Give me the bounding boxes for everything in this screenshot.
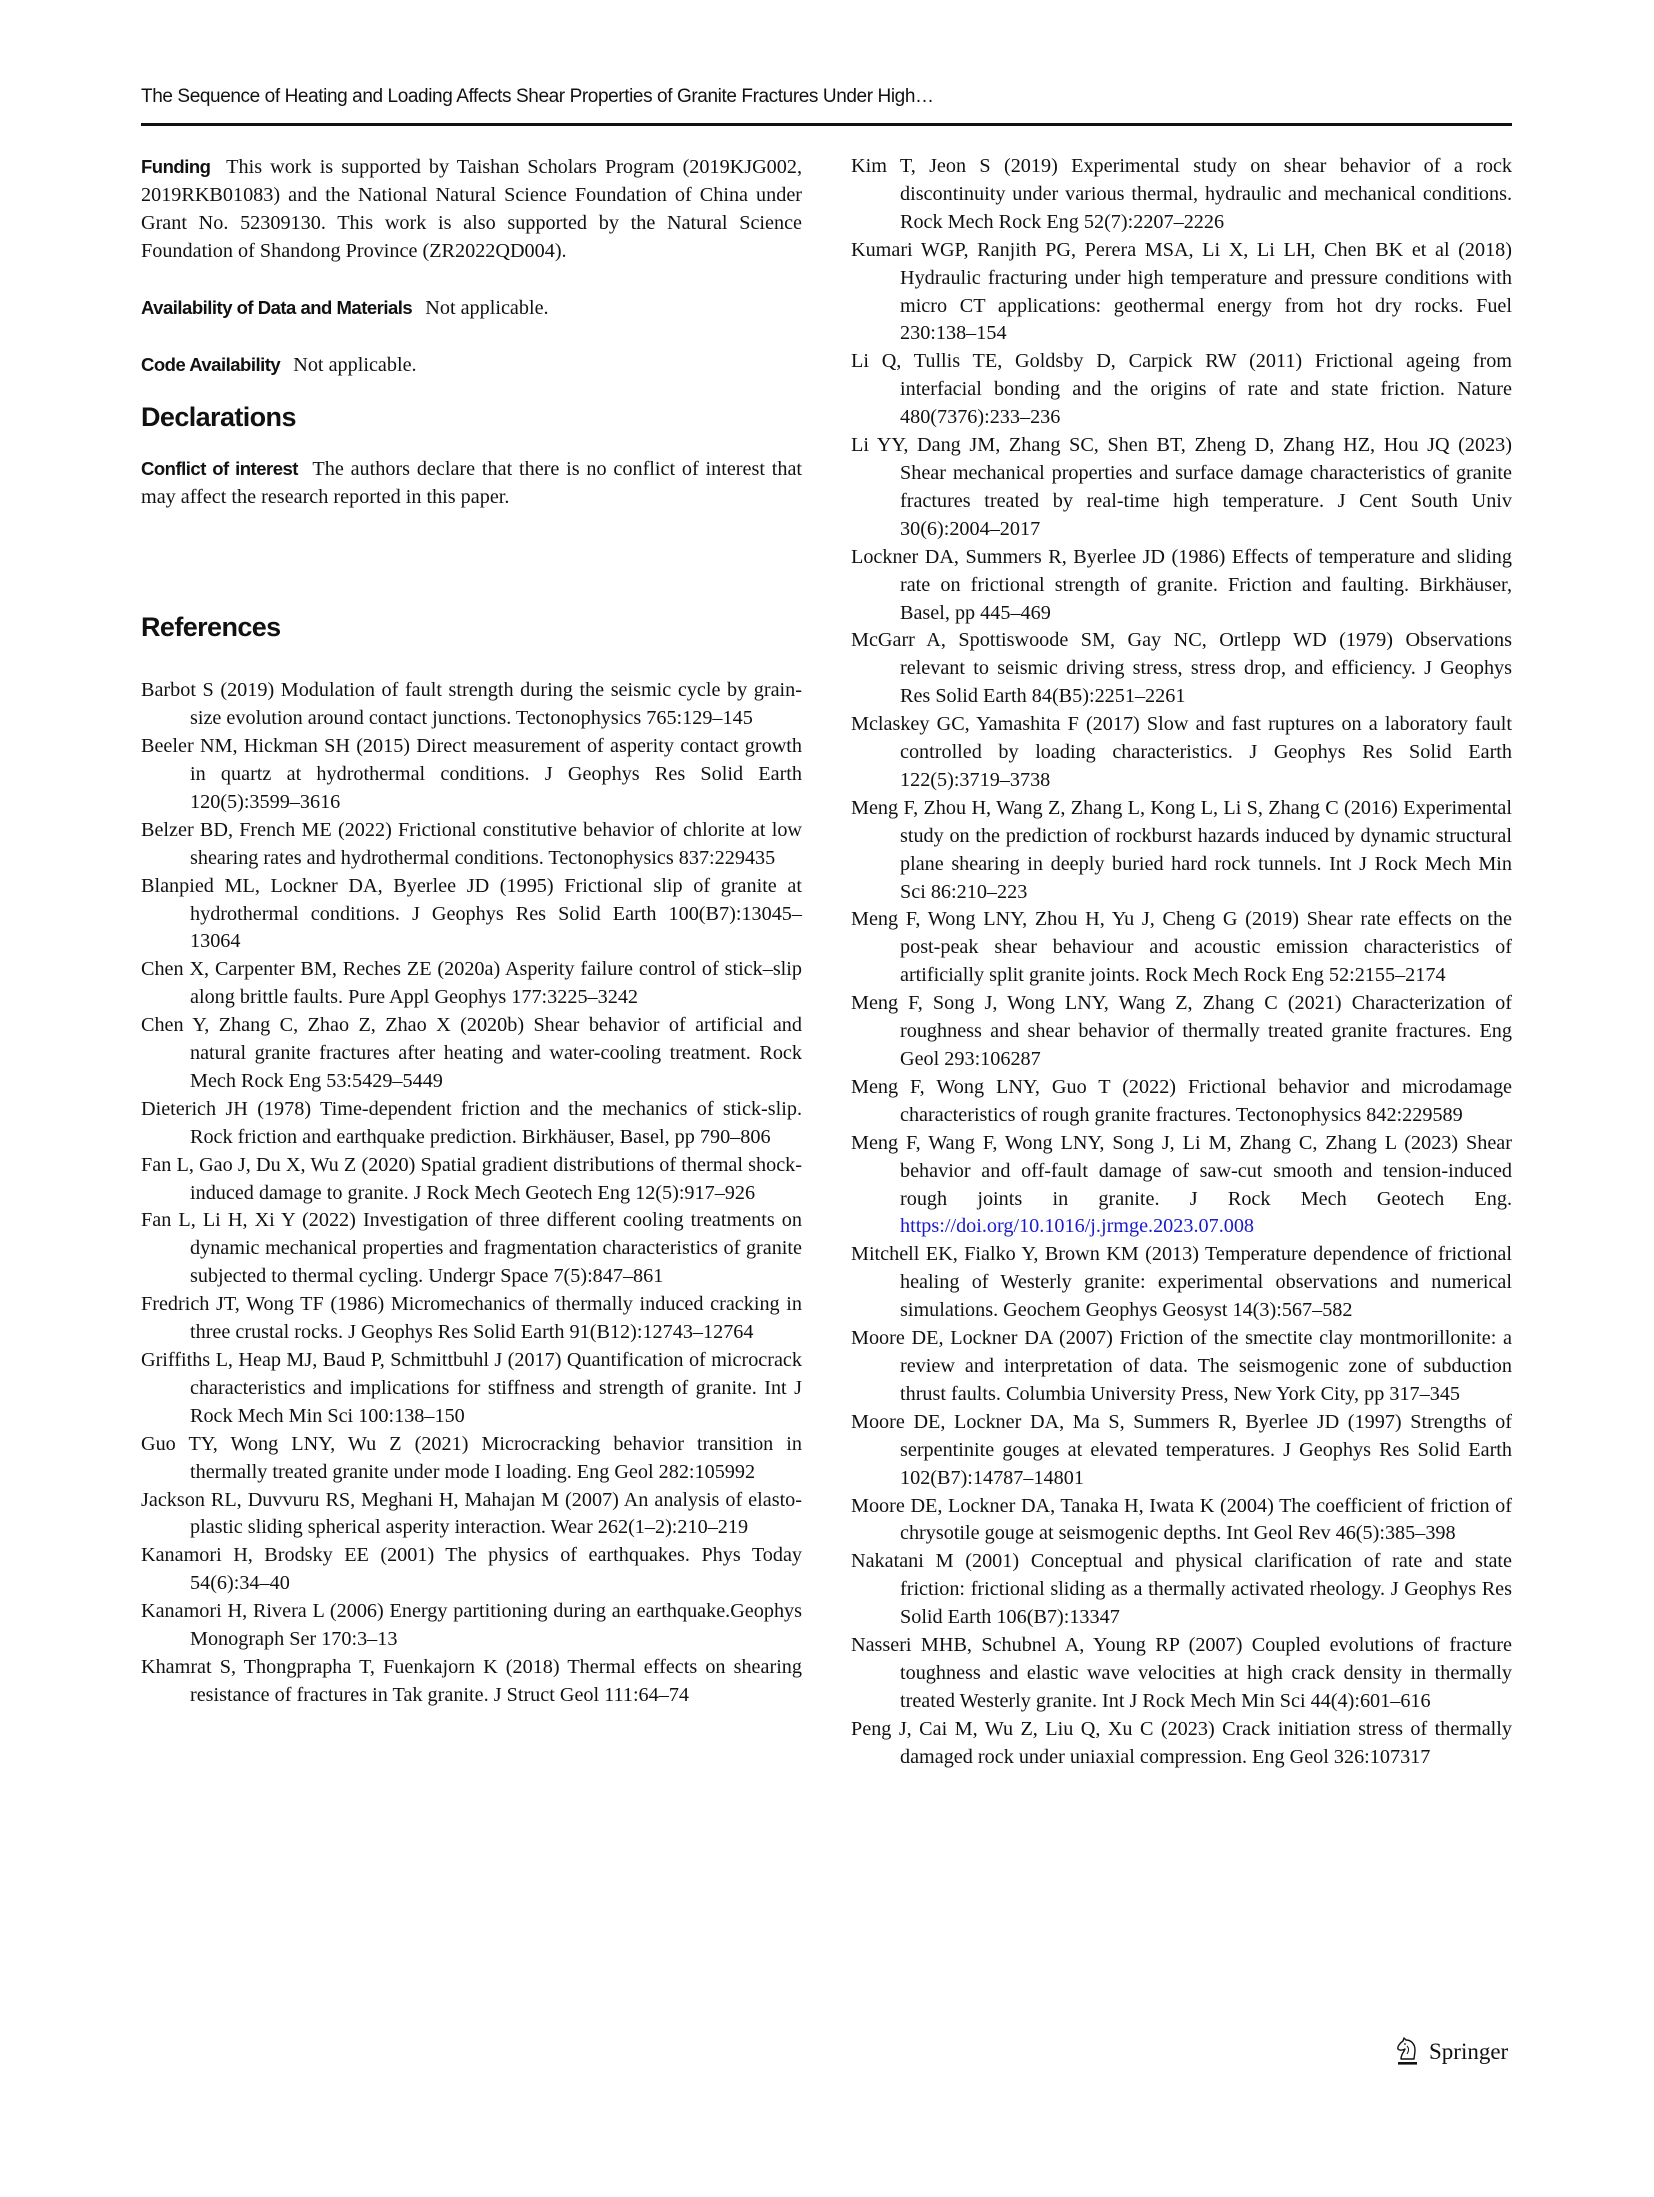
reference-item: Meng F, Wong LNY, Guo T (2022) Frictional behavior and microdamage characteristics of rough granite fractures. Tectonophysics 842:229589 bbox=[851, 1075, 1512, 1126]
reference-item: Mclaskey GC, Yamashita F (2017) Slow and fast ruptures on a laboratory fault controlled by loading characteristics. J Geophys Res Solid Earth 122(5):3719–3738 bbox=[851, 713, 1512, 791]
reference-item: Li Q, Tullis TE, Goldsby D, Carpick RW (2011) Frictional ageing from interfacial bonding and the origins of rate and state friction. Nature 480(7376):233–236 bbox=[851, 350, 1512, 429]
reference-item: Moore DE, Lockner DA (2007) Friction of the smectite clay montmorillonite: a review and interpretation of data. The seismogenic zone of subduction thrust faults. Columbia University Press, New York City, pp 317–345 bbox=[851, 1327, 1512, 1405]
doi-link[interactable]: https://doi.org/10.1016/j.jrmge.2023.07.008 bbox=[900, 1215, 1255, 1238]
funding-statement bbox=[141, 153, 802, 266]
references-heading: References bbox=[141, 612, 281, 643]
conflict-of-interest-text: The authors declare that there is no conflict of interest that may affect the research reported in this paper. bbox=[141, 458, 803, 509]
code-availability-label: Code Availability bbox=[141, 353, 281, 375]
reference-item: McGarr A, Spottiswoode SM, Gay NC, Ortlepp WD (1979) Observations relevant to seismic driving stress, stress drop, and efficiency. J Geophys Res Solid Earth 84(B5):2251–2261 bbox=[851, 629, 1512, 708]
reference-item: Barbot S (2019) Modulation of fault strength during the seismic cycle by grain-size evolution around contact junctions. Tectonophysics 765:129–145 bbox=[141, 679, 802, 730]
reference-list-left bbox=[141, 677, 802, 1710]
reference-item-with-doi bbox=[851, 1130, 1512, 1242]
code-availability-text: Not applicable. bbox=[293, 353, 417, 376]
reference-item: Meng F, Wong LNY, Zhou H, Yu J, Cheng G (2019) Shear rate effects on the post-peak shear behaviour and acoustic emission characteristics of artificially split granite joints. Rock Mech Rock Eng 52:2155–2174 bbox=[851, 908, 1512, 987]
reference-item: Fredrich JT, Wong TF (1986) Micromechanics of thermally induced cracking in three crustal rocks. J Geophys Res Solid Earth 91(B12):12743–12764 bbox=[141, 1293, 802, 1344]
funding-text: This work is supported by Taishan Scholars Program (2019KJG002, 2019RKB01083) and the National Natural Science Foundation of China under Grant No. 52309130. This work is also supported by the Natural Science Foundation of Shandong Province (ZR2022QD004). bbox=[141, 156, 803, 262]
reference-item: Fan L, Gao J, Du X, Wu Z (2020) Spatial gradient distributions of thermal shock-induced damage to granite. J Rock Mech Geotech Eng 12(5):917–926 bbox=[141, 1153, 802, 1204]
reference-item: Fan L, Li H, Xi Y (2022) Investigation of three different cooling treatments on dynamic mechanical properties and fragmentation characteristics of granite subjected to thermal cycling. Undergr Space 7(5):847–861 bbox=[141, 1209, 802, 1288]
reference-item: Blanpied ML, Lockner DA, Byerlee JD (1995) Frictional slip of granite at hydrothermal conditions. J Geophys Res Solid Earth 100(B7):13045–13064 bbox=[141, 874, 802, 953]
reference-item: Lockner DA, Summers R, Byerlee JD (1986) Effects of temperature and sliding rate on frictional strength of granite. Friction and faulting. Birkhäuser, Basel, pp 445–469 bbox=[851, 545, 1512, 624]
reference-item: Kumari WGP, Ranjith PG, Perera MSA, Li X, Li LH, Chen BK et al (2018) Hydraulic fracturing under high temperature and pressure conditions with micro CT applications: geothermal energy from hot dry rocks. Fuel 230:138–154 bbox=[851, 238, 1512, 345]
conflict-of-interest-statement bbox=[141, 455, 802, 512]
conflict-of-interest-label: Conflict of interest bbox=[141, 458, 298, 480]
code-availability-statement bbox=[141, 351, 802, 380]
knight-chess-piece-icon bbox=[1395, 2037, 1421, 2067]
reference-item: Kanamori H, Brodsky EE (2001) The physics of earthquakes. Phys Today 54(6):34–40 bbox=[141, 1544, 802, 1595]
data-availability-label: Availability of Data and Materials bbox=[141, 296, 413, 318]
header-rule bbox=[141, 123, 1512, 126]
reference-item: Moore DE, Lockner DA, Ma S, Summers R, Byerlee JD (1997) Strengths of serpentinite gouges at elevated temperatures. J Geophys Res Solid Earth 102(B7):14787–14801 bbox=[851, 1410, 1512, 1489]
reference-item: Chen X, Carpenter BM, Reches ZE (2020a) Asperity failure control of stick–slip along brittle faults. Pure Appl Geophys 177:3225–3242 bbox=[141, 958, 802, 1009]
reference-item: Beeler NM, Hickman SH (2015) Direct measurement of asperity contact growth in quartz at hydrothermal conditions. J Geophys Res Solid Earth 120(5):3599–3616 bbox=[141, 735, 802, 813]
reference-item: Kim T, Jeon S (2019) Experimental study on shear behavior of a rock discontinuity under various thermal, hydraulic and mechanical conditions. Rock Mech Rock Eng 52(7):2207–2226 bbox=[851, 155, 1512, 233]
reference-item: Meng F, Song J, Wong LNY, Wang Z, Zhang C (2021) Characterization of roughness and shear behavior of thermally treated granite fractures. Eng Geol 293:106287 bbox=[851, 992, 1512, 1070]
reference-item: Peng J, Cai M, Wu Z, Liu Q, Xu C (2023) Crack initiation stress of thermally damaged rock under uniaxial compression. Eng Geol 326:107317 bbox=[851, 1717, 1512, 1768]
running-head-title: The Sequence of Heating and Loading Affects Shear Properties of Granite Fractures Under High… bbox=[141, 86, 934, 107]
reference-item: Griffiths L, Heap MJ, Baud P, Schmittbuhl J (2017) Quantification of microcrack characteristics and implications for stiffness and strength of granite. Int J Rock Mech Min Sci 100:138–150 bbox=[141, 1349, 802, 1427]
reference-item: Guo TY, Wong LNY, Wu Z (2021) Microcracking behavior transition in thermally treated granite under mode I loading. Eng Geol 282:105992 bbox=[141, 1432, 802, 1483]
data-availability-text: Not applicable. bbox=[425, 296, 549, 319]
declarations-heading: Declarations bbox=[141, 402, 296, 433]
reference-item: Nakatani M (2001) Conceptual and physical clarification of rate and state friction: frictional sliding as a thermally activated rheology. J Geophys Res Solid Earth 106(B7):13347 bbox=[851, 1550, 1512, 1629]
publisher-name: Springer bbox=[1429, 2039, 1509, 2064]
funding-label: Funding bbox=[141, 156, 211, 177]
left-column bbox=[141, 153, 802, 1710]
reference-item: Belzer BD, French ME (2022) Frictional constitutive behavior of chlorite at low shearing rates and hydrothermal conditions. Tectonophysics 837:229435 bbox=[141, 818, 802, 869]
reference-item: Mitchell EK, Fialko Y, Brown KM (2013) Temperature dependence of frictional healing of Westerly granite: experimental observations and numerical simulations. Geochem Geophys Geosyst 14(3):567–582 bbox=[851, 1243, 1512, 1322]
publisher-logo bbox=[1395, 2037, 1508, 2067]
reference-item: Kanamori H, Rivera L (2006) Energy partitioning during an earthquake.Geophys Monograph Ser 170:3–13 bbox=[141, 1600, 802, 1651]
reference-item: Meng F, Zhou H, Wang Z, Zhang L, Kong L, Li S, Zhang C (2016) Experimental study on the prediction of rockburst hazards induced by dynamic structural plane shearing in deeply buried hard rock tunnels. Int J Rock Mech Min Sci 86:210–223 bbox=[851, 796, 1512, 903]
reference-item: Khamrat S, Thongprapha T, Fuenkajorn K (2018) Thermal effects on shearing resistance of fractures in Tak granite. J Struct Geol 111:64–74 bbox=[141, 1655, 802, 1706]
reference-item: Li YY, Dang JM, Zhang SC, Shen BT, Zheng D, Zhang HZ, Hou JQ (2023) Shear mechanical properties and surface damage characteristics of granite fractures treated by real-time high temperature. J Cent South Univ 30(6):2004–2017 bbox=[851, 434, 1512, 540]
reference-item: Jackson RL, Duvvuru RS, Meghani H, Mahajan M (2007) An analysis of elasto-plastic sliding spherical asperity interaction. Wear 262(1–2):210–219 bbox=[141, 1488, 802, 1539]
reference-item: Chen Y, Zhang C, Zhao Z, Zhao X (2020b) Shear behavior of artificial and natural granite fractures after heating and water-cooling treatment. Rock Mech Rock Eng 53:5429–5449 bbox=[141, 1014, 802, 1092]
right-column bbox=[851, 153, 1512, 1772]
data-availability-statement bbox=[141, 294, 802, 323]
reference-item: Moore DE, Lockner DA, Tanaka H, Iwata K (2004) The coefficient of friction of chrysotile gouge at seismogenic depths. Int Geol Rev 46(5):385–398 bbox=[851, 1494, 1512, 1545]
reference-list-right bbox=[851, 153, 1512, 1772]
reference-item: Dieterich JH (1978) Time-dependent friction and the mechanics of stick-slip. Rock friction and earthquake prediction. Birkhäuser, Basel, pp 790–806 bbox=[141, 1097, 802, 1148]
reference-text: Meng F, Wang F, Wong LNY, Song J, Li M, Zhang C, Zhang L (2023) Shear behavior and off-fault damage of saw-cut smooth and tension-induced rough joints in granite. J Rock Mech Geotech Eng. bbox=[851, 1131, 1512, 1210]
reference-item: Nasseri MHB, Schubnel A, Young RP (2007) Coupled evolutions of fracture toughness and elastic wave velocities at high crack density in thermally treated Westerly granite. Int J Rock Mech Min Sci 44(4):601–616 bbox=[851, 1634, 1512, 1712]
